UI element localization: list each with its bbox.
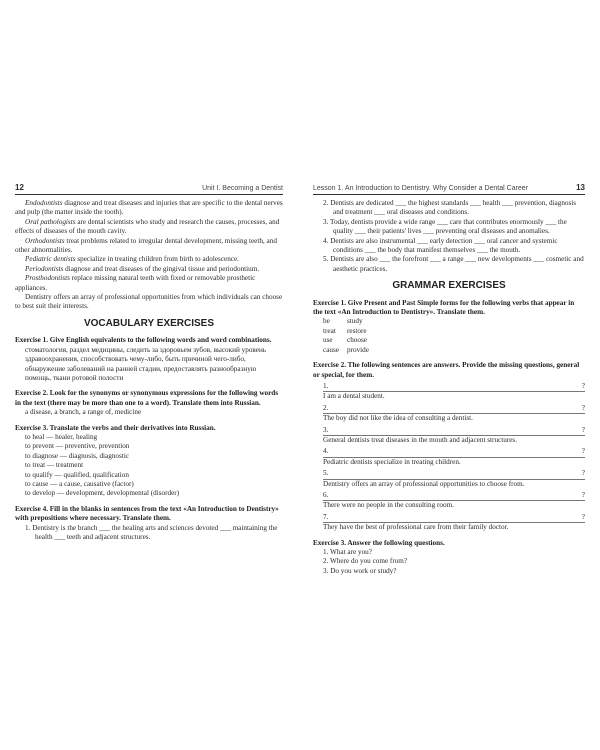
running-header: Unit I. Becoming a Dentist [202, 185, 283, 192]
answer-sentence: They have the best of professional care from their family doctor. [323, 523, 509, 532]
exercise-title: Exercise 3. Translate the verbs and their derivatives into Russian. [15, 423, 216, 432]
list-item: to treat — treatment [25, 461, 84, 470]
question-mark: ? [581, 425, 585, 434]
question-blank[interactable] [323, 382, 585, 392]
exercise-body: стоматология, раздел медицины, следить за здоровьем зубов, высокий уровень здравоохранения, способствовать чему-либо, быть причиной чего-либо, обнаружение заболеваний на ранней стадии, предоставлять разнообразную помощь, ткани ротовой полости [25, 345, 267, 382]
question-number: 5. [323, 469, 329, 478]
specialty-paragraph [15, 255, 283, 264]
specialty-term: Pediatric dentists [25, 255, 76, 264]
list-item: to qualify — qualified, qualification [25, 470, 129, 479]
page-number: 13 [576, 183, 585, 192]
verb-row [313, 327, 585, 336]
question-number: 6. [323, 490, 329, 499]
specialty-text: specialize in treating children from birth to adolescence. [75, 255, 239, 264]
specialty-paragraph [15, 274, 283, 293]
exercise-title: Exercise 3. Answer the following questions. [313, 538, 445, 547]
running-header: Lesson 1. An Introduction to Dentistry. Why Consider a Dental Career [313, 185, 529, 192]
verb-row [313, 336, 585, 345]
vocabulary-section-title: VOCABULARY EXERCISES [83, 317, 215, 329]
exercise-title: Exercise 1. Give English equivalents to the following words and word combinations. [15, 336, 272, 345]
question-mark: ? [581, 490, 585, 499]
left-page-header [15, 183, 283, 195]
verb: restore [347, 326, 367, 335]
list-item: to develop — development, developmental (disorder) [25, 489, 180, 498]
specialty-term: Endodontists [25, 199, 63, 207]
specialty-paragraph [15, 237, 283, 256]
verb: cause [323, 345, 339, 354]
answer-sentence: Pediatric dentists specialize in treating children. [323, 457, 461, 466]
verb: provide [347, 345, 369, 354]
right-page [313, 183, 585, 576]
list-item: 1. Dentistry is the branch ___ the healing arts and sciences devoted ___ maintaining the health ___ teeth and adjacent structures. [25, 523, 278, 541]
specialty-paragraph [15, 199, 283, 218]
verb: treat [323, 326, 336, 335]
answer-sentence: General dentists treat diseases in the mouth and adjacent structures. [323, 435, 517, 444]
answer-sentence: There were no people in the consulting room. [323, 501, 454, 510]
specialty-text: diagnose and treat diseases and injuries that are specific to the dental nerves and pulp (the matter inside the tooth). [15, 199, 283, 217]
specialty-text: replace missing natural teeth with fixed or removable prosthetic appliances. [15, 274, 256, 292]
list-item: to prevent — preventive, prevention [25, 442, 130, 451]
left-page [15, 183, 283, 542]
question-item: 2. Where do you come from? [323, 557, 408, 566]
list-item: 4. Dentists are also instrumental ___ early detection ___ oral cancer and systemic conditions ___ the body that manifest themselves ___ the mouth. [323, 236, 558, 255]
specialty-term: Orthodontists [25, 236, 65, 245]
question-number: 1. [323, 381, 329, 390]
question-item: 1. What are you? [323, 548, 372, 556]
question-item: 3. Do you work or study? [323, 566, 397, 575]
verb: use [323, 336, 333, 345]
question-mark: ? [581, 512, 585, 521]
specialty-paragraph [15, 218, 283, 237]
verb: choose [347, 336, 367, 345]
specialty-text: are dental scientists who study and research the causes, processes, and effects of diseases of the mouth cavity. [15, 217, 280, 236]
question-mark: ? [581, 469, 585, 478]
exercise-title: Exercise 4. Fill in the blanks in sentences from the text «An Introduction to Dentistry» with prepositions where necessary. Translate them. [15, 504, 279, 523]
question-number: 7. [323, 512, 329, 521]
question-number: 3. [323, 425, 329, 434]
specialty-text: diagnose and treat diseases of the gingival tissue and periodontium. [63, 264, 260, 273]
list-item: to heal — healer, healing [25, 432, 98, 441]
closing-paragraph: Dentistry offers an array of professional opportunities from which individuals can choose to best suit their interests. [15, 293, 283, 311]
list-item: 3. Today, dentists provide a wide range ___ care that contributes enormously ___ the quality ___ their patients' lives ___ preventing oral diseases and anomalies. [323, 217, 567, 236]
list-item: to diagnose — diagnosis, diagnostic [25, 451, 130, 460]
verb-row [313, 346, 585, 355]
verb: be [323, 317, 330, 326]
list-item: 2. Dentists are dedicated ___ the highest standards ___ health ___ prevention, diagnosis and treatment ___ oral diseases and conditions. [323, 199, 577, 217]
specialty-term: Oral pathologists [25, 217, 76, 226]
question-mark: ? [581, 447, 585, 456]
question-blank[interactable] [323, 491, 585, 501]
verb-row [313, 317, 585, 326]
question-mark: ? [581, 403, 585, 412]
list-item: 5. Dentists are also ___ the forefront ___ a range ___ new developments ___ cosmetic and aesthetic practices. [323, 255, 584, 273]
exercise-title: Exercise 1. Give Present and Past Simple forms for the following verbs that appear in the text «An Introduction to Dentistry». Translate them. [313, 298, 575, 317]
exercise-title: Exercise 2. The following sentences are answers. Provide the missing questions, general or special, for them. [313, 361, 580, 379]
specialty-paragraph [15, 265, 283, 274]
question-number: 4. [323, 447, 329, 456]
exercise-body: a disease, a branch, a range of, medicine [25, 408, 142, 417]
question-blank[interactable] [323, 404, 585, 414]
specialty-term: Prosthodontists [25, 274, 70, 283]
answer-sentence: I am a dental student. [323, 392, 385, 401]
question-number: 2. [323, 403, 329, 412]
answer-sentence: The boy did not like the idea of consulting a dentist. [323, 414, 473, 423]
answer-sentence: Dentistry offers an array of professional opportunities to choose from. [323, 479, 525, 488]
list-item: to cause — a cause, causative (factor) [25, 479, 134, 488]
question-mark: ? [581, 381, 585, 390]
right-page-header [313, 183, 585, 195]
exercise-title: Exercise 2. Look for the synonyms or synonymous expressions for the following words in the text (there may be more than one to a word). Translate them into Russian. [15, 389, 279, 407]
grammar-section-title: GRAMMAR EXERCISES [392, 280, 506, 292]
specialty-text: treat problems related to irregular dental development, missing teeth, and other abnormalities. [15, 236, 277, 255]
question-blank[interactable] [323, 447, 585, 457]
specialty-term: Periodontists [25, 264, 64, 273]
question-blank[interactable] [323, 469, 585, 479]
page-number: 12 [15, 183, 24, 192]
question-blank[interactable] [323, 513, 585, 523]
verb: study [347, 317, 363, 326]
question-blank[interactable] [323, 426, 585, 436]
